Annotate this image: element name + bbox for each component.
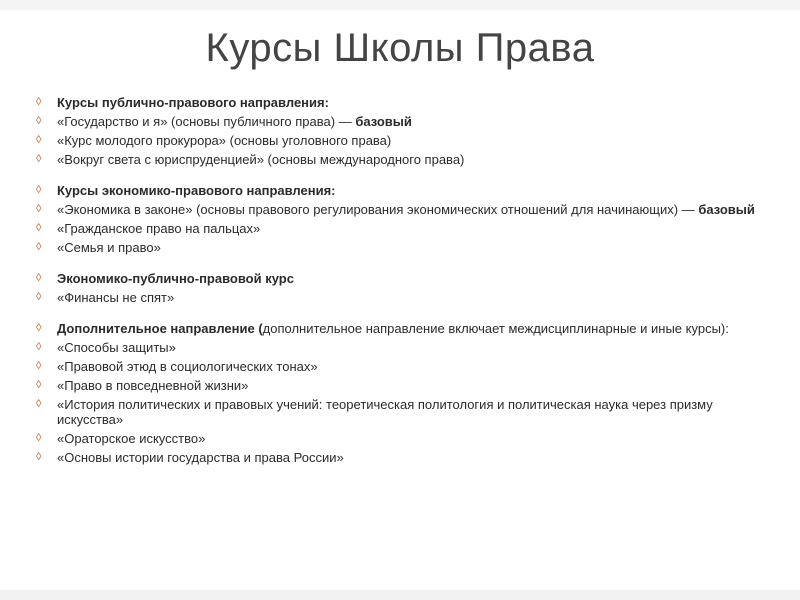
diamond-bullet-icon: ◊ (36, 241, 42, 253)
course-item (36, 431, 756, 446)
bottom-decor-strip (0, 590, 800, 600)
slide-title: Курсы Школы Права (205, 26, 595, 70)
diamond-bullet-icon: ◊ (36, 222, 42, 234)
bold-text: Курсы экономико-правового направления: (57, 183, 336, 198)
bold-text: базовый (355, 114, 412, 129)
bold-text: Курсы публично-правового направления: (57, 95, 329, 110)
section-heading-item (36, 183, 756, 198)
section-heading-item (36, 321, 756, 336)
diamond-bullet-icon: ◊ (36, 134, 42, 146)
item-text: «Гражданское право на пальцах» (57, 221, 261, 236)
diamond-bullet-icon: ◊ (36, 322, 42, 334)
course-item (36, 450, 756, 465)
diamond-bullet-icon: ◊ (36, 341, 42, 353)
item-text: «История политических и правовых учений: теоретическая политология и политическая наука через призму искусства» (57, 397, 713, 427)
top-decor-strip (0, 0, 800, 10)
course-item (36, 340, 756, 355)
diamond-bullet-icon: ◊ (36, 115, 42, 127)
course-list (36, 95, 756, 469)
diamond-bullet-icon: ◊ (36, 432, 42, 444)
diamond-bullet-icon: ◊ (36, 153, 42, 165)
item-text: «Государство и я» (основы публичного права) — (57, 114, 356, 129)
course-item (36, 397, 756, 427)
bold-text: базовый (698, 202, 755, 217)
item-text: «Семья и право» (57, 240, 161, 255)
item-text: «Финансы не спят» (57, 290, 175, 305)
diamond-bullet-icon: ◊ (36, 291, 42, 303)
item-text: дополнительное направление включает междисциплинарные и иные курсы): (262, 321, 729, 336)
course-item (36, 290, 756, 305)
item-text: «Правовой этюд в социологических тонах» (57, 359, 318, 374)
course-item (36, 133, 756, 148)
diamond-bullet-icon: ◊ (36, 398, 42, 410)
course-item (36, 240, 756, 255)
diamond-bullet-icon: ◊ (36, 96, 42, 108)
diamond-bullet-icon: ◊ (36, 451, 42, 463)
diamond-bullet-icon: ◊ (36, 379, 42, 391)
bold-text: Дополнительное направление ( (57, 321, 263, 336)
course-item (36, 114, 756, 129)
item-text: «Ораторское искусство» (57, 431, 206, 446)
item-text: «Вокруг света с юриспруденцией» (основы международного права) (57, 152, 465, 167)
diamond-bullet-icon: ◊ (36, 360, 42, 372)
bold-text: Экономико-публично-правовой курс (57, 271, 294, 286)
item-text: «Экономика в законе» (основы правового регулирования экономических отношений для начинающих) — (57, 202, 699, 217)
course-item (36, 378, 756, 393)
course-item (36, 359, 756, 374)
course-item (36, 152, 756, 167)
diamond-bullet-icon: ◊ (36, 184, 42, 196)
course-item (36, 202, 756, 217)
section-heading-item (36, 271, 756, 286)
item-text: «Основы истории государства и права России» (57, 450, 344, 465)
diamond-bullet-icon: ◊ (36, 203, 42, 215)
section-heading-item (36, 95, 756, 110)
item-text: «Способы защиты» (57, 340, 176, 355)
item-text: «Право в повседневной жизни» (57, 378, 249, 393)
item-text: «Курс молодого прокурора» (основы уголовного права) (57, 133, 392, 148)
course-item (36, 221, 756, 236)
diamond-bullet-icon: ◊ (36, 272, 42, 284)
